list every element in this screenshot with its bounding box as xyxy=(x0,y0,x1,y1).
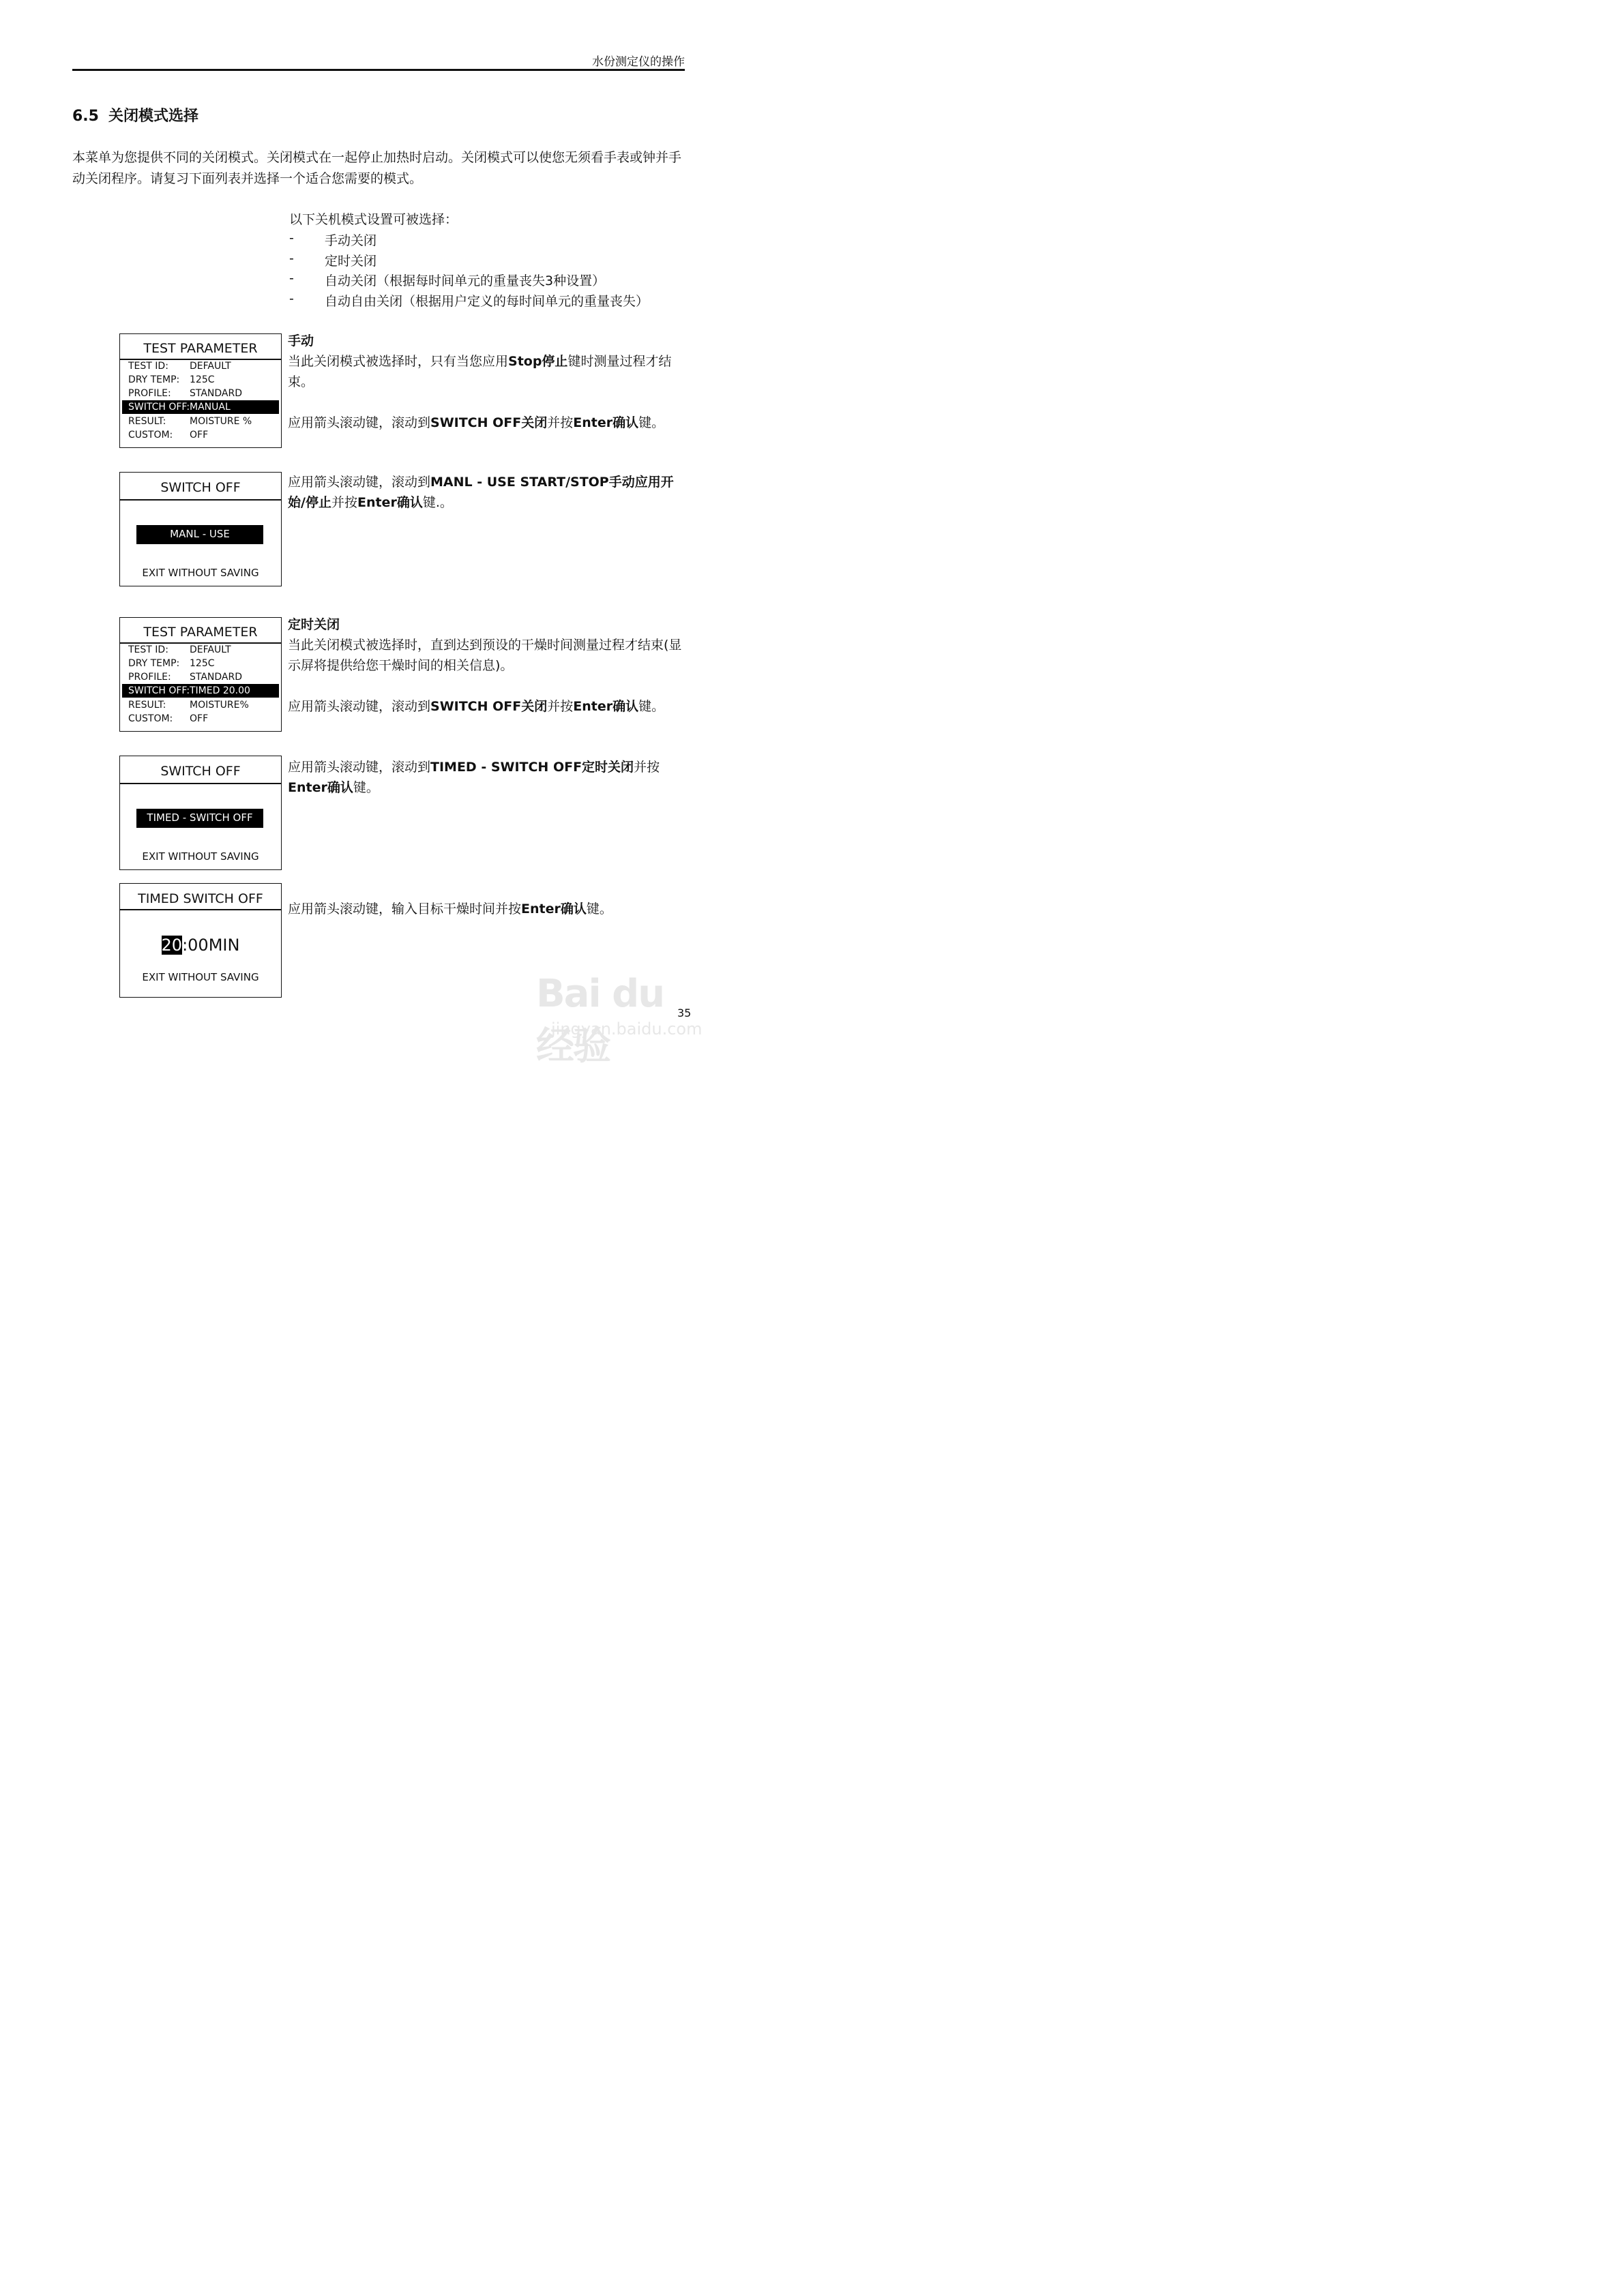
param-key: RESULT: xyxy=(128,700,166,711)
manual-description xyxy=(288,331,687,433)
running-header: 水份测定仪的操作 xyxy=(592,55,685,69)
panel-divider xyxy=(120,499,281,501)
text-run: 并按 xyxy=(634,760,660,775)
list-dash: - xyxy=(289,251,294,266)
panel-title: TIMED SWITCH OFF xyxy=(138,891,263,906)
key-name: Enter确认 xyxy=(573,415,639,430)
param-row xyxy=(120,712,281,726)
panel-title: TEST PARAMETER xyxy=(143,625,258,640)
option-text: 自动自由关闭（根据用户定义的每时间单元的重量丧失） xyxy=(325,294,649,309)
param-value: DEFAULT xyxy=(190,644,231,655)
exit-without-saving: EXIT WITHOUT SAVING xyxy=(142,971,259,983)
timed-instruction xyxy=(288,696,687,717)
switch-off-panel-manual xyxy=(119,472,282,586)
param-row xyxy=(120,359,281,373)
panel-title: SWITCH OFF xyxy=(160,480,241,495)
param-row xyxy=(120,373,281,387)
page-number: 35 xyxy=(677,1007,692,1019)
list-dash: - xyxy=(289,271,294,286)
test-parameter-panel-manual xyxy=(119,333,282,448)
text-run: 应用箭头滚动键，滚动到 xyxy=(288,760,431,775)
param-value: OFF xyxy=(190,430,209,441)
section-number: 6.5 xyxy=(72,108,99,125)
timed-description xyxy=(288,614,687,717)
param-value: MANUAL xyxy=(190,402,231,413)
watermark-url: jingyan.baidu.com xyxy=(551,1019,703,1039)
param-row xyxy=(120,698,281,712)
param-row xyxy=(120,643,281,657)
step4-instruction xyxy=(288,757,687,798)
param-row xyxy=(120,670,281,684)
param-value: DEFAULT xyxy=(190,361,231,372)
step2-instruction xyxy=(288,472,687,513)
timed-switch-off-panel xyxy=(119,883,282,998)
param-value: MOISTURE% xyxy=(190,700,249,711)
exit-without-saving: EXIT WITHOUT SAVING xyxy=(142,850,259,863)
param-value: 125C xyxy=(190,658,215,669)
key-name: SWITCH OFF关闭 xyxy=(430,699,548,714)
param-key: RESULT: xyxy=(128,416,166,427)
option-item xyxy=(289,271,698,290)
text-run: 键。 xyxy=(353,780,379,795)
panel-title: SWITCH OFF xyxy=(160,764,241,779)
intro-paragraph: 本菜单为您提供不同的关闭模式。关闭模式在一起停止加热时启动。关闭模式可以使您无须看手表或钟并手动关闭程序。请复习下面列表并选择一个适合您需要的模式。 xyxy=(72,150,682,186)
option-item xyxy=(289,251,698,270)
step5-instruction xyxy=(288,899,687,919)
text-run: 并按 xyxy=(547,699,574,714)
test-parameter-panel-timed xyxy=(119,617,282,732)
text-run: 应用箭头滚动键，滚动到 xyxy=(288,475,431,490)
option-text: 自动关闭（根据每时间单元的重量丧失3种设置） xyxy=(325,273,606,288)
text-run: 键.。 xyxy=(422,495,453,510)
options-intro: 以下关机模式设置可被选择： xyxy=(289,212,458,227)
section-title xyxy=(72,104,198,125)
section-title-text: 关闭模式选择 xyxy=(108,108,198,125)
param-row xyxy=(120,415,281,428)
manual-instruction xyxy=(288,413,687,433)
param-key: DRY TEMP: xyxy=(128,658,180,669)
key-name: Enter确认 xyxy=(357,495,423,510)
text-run: 应用箭头滚动键，输入目标干燥时间并按 xyxy=(288,901,522,916)
text-run: 应用箭头滚动键，滚动到 xyxy=(288,415,431,430)
key-name: TIMED - SWITCH OFF定时关闭 xyxy=(430,760,634,775)
selected-option: TIMED - SWITCH OFF xyxy=(136,809,263,828)
param-key: TEST ID: xyxy=(128,644,168,655)
option-item xyxy=(289,291,698,310)
param-key: SWITCH OFF: xyxy=(128,402,190,413)
param-key: DRY TEMP: xyxy=(128,374,180,385)
key-name: SWITCH OFF关闭 xyxy=(430,415,548,430)
key-name: Enter确认 xyxy=(521,901,587,916)
text-run: 并按 xyxy=(547,415,574,430)
option-text: 手动关闭 xyxy=(325,233,377,248)
time-cursor: 20 xyxy=(161,936,183,955)
param-value: 125C xyxy=(190,374,215,385)
text-run: 应用箭头滚动键，滚动到 xyxy=(288,699,431,714)
param-key: CUSTOM: xyxy=(128,713,173,724)
key-name: Enter确认 xyxy=(288,780,353,795)
time-rest: :00MIN xyxy=(182,936,240,955)
list-dash: - xyxy=(289,291,294,306)
panel-title: TEST PARAMETER xyxy=(143,341,258,356)
timed-paragraph: 当此关闭模式被选择时，直到达到预设的干燥时间测量过程才结束(显示屏将提供给您干燥时间的相关信息)。 xyxy=(288,638,682,673)
text-run: 键。 xyxy=(638,415,665,430)
key-name: MANL - USE START/STOP手动应用开始/停止 xyxy=(288,475,674,510)
selected-option: MANL - USE STARD/STOP xyxy=(136,525,263,544)
param-key: SWITCH OFF: xyxy=(128,685,190,696)
param-row xyxy=(120,428,281,442)
param-row xyxy=(120,657,281,670)
param-key: PROFILE: xyxy=(128,388,171,399)
param-row-selected xyxy=(122,400,279,414)
header-rule xyxy=(72,69,685,71)
drying-time-display xyxy=(120,936,281,955)
manual-heading: 手动 xyxy=(288,333,314,348)
option-item xyxy=(289,230,698,250)
panel-divider xyxy=(120,909,281,910)
switch-off-panel-timed xyxy=(119,756,282,870)
param-row xyxy=(120,387,281,400)
key-name: Enter确认 xyxy=(573,699,639,714)
param-key: TEST ID: xyxy=(128,361,168,372)
manual-paragraph xyxy=(288,351,687,392)
panel-divider xyxy=(120,783,281,784)
param-value: STANDARD xyxy=(190,672,243,683)
list-dash: - xyxy=(289,230,294,245)
text-run: 键。 xyxy=(586,901,612,916)
param-key: PROFILE: xyxy=(128,672,171,683)
watermark-logo: Bai du 经验 xyxy=(536,972,664,1069)
param-row-selected xyxy=(122,684,279,698)
text-run: 键时测量过程才结束。 xyxy=(288,354,672,389)
option-text: 定时关闭 xyxy=(325,254,377,269)
key-name: Stop停止 xyxy=(508,354,568,369)
baidu-watermark xyxy=(532,958,703,1069)
param-value: MOISTURE % xyxy=(190,416,252,427)
param-value: OFF xyxy=(190,713,209,724)
text-run: 键。 xyxy=(638,699,665,714)
param-value: STANDARD xyxy=(190,388,243,399)
param-key: CUSTOM: xyxy=(128,430,173,441)
text-run: 并按 xyxy=(331,495,357,510)
timed-heading: 定时关闭 xyxy=(288,617,340,632)
text-run: 当此关闭模式被选择时，只有当您应用 xyxy=(288,354,509,369)
param-value: TIMED 20.00 xyxy=(190,685,250,696)
exit-without-saving: EXIT WITHOUT SAVING xyxy=(142,567,259,579)
